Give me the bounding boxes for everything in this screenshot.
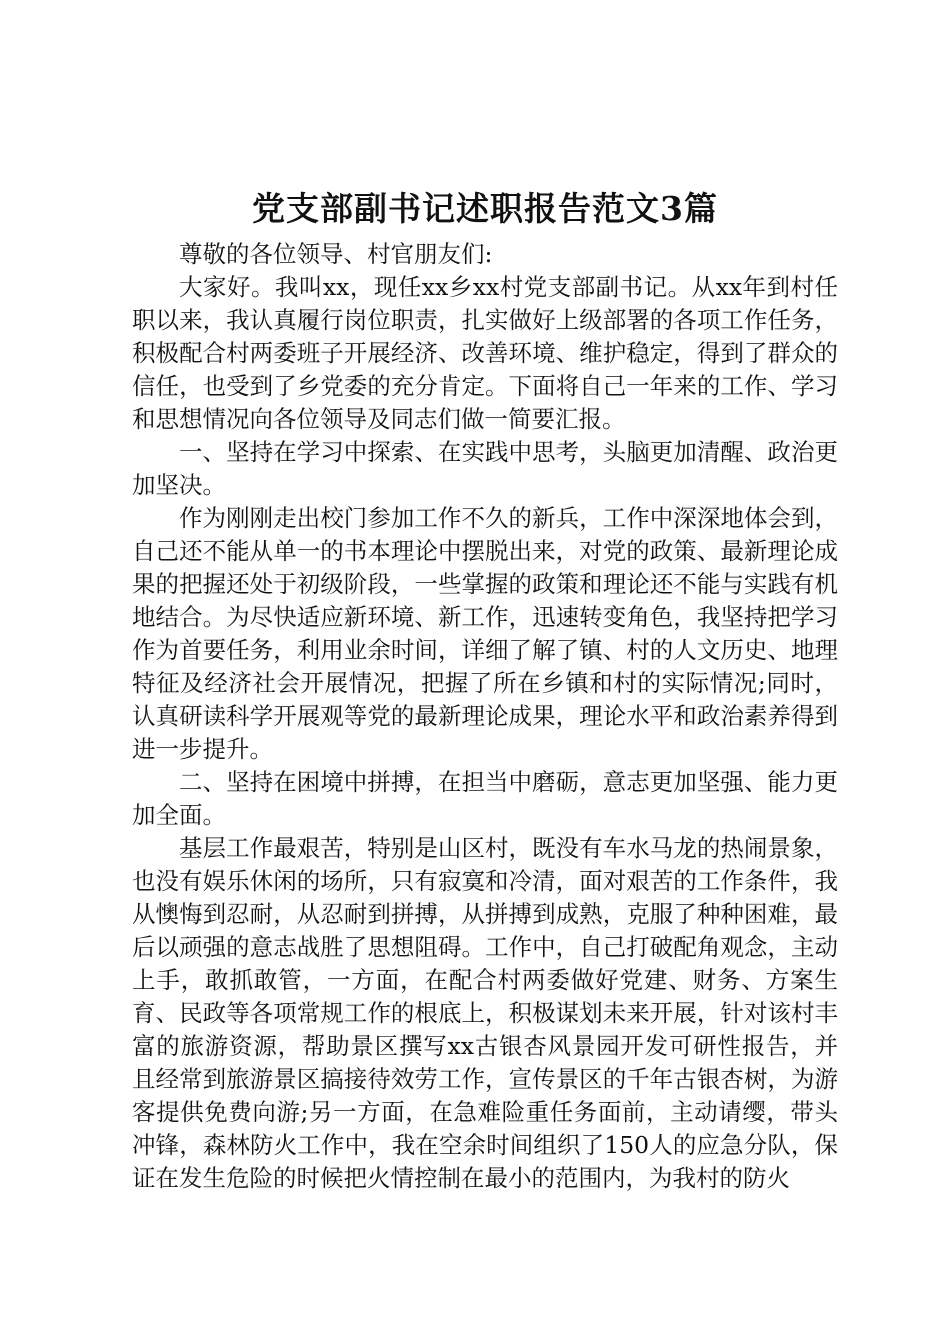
document-title: 党支部副书记述职报告范文3篇 [252,189,718,228]
body-paragraph: 作为刚刚走出校门参加工作不久的新兵，工作中深深地体会到，自己还不能从单一的书本理论中摆脱出来，对党的政策、最新理论成果的把握还处于初级阶段，一些掌握的政策和理论还不能与实践有机地结合。为尽快适应新环境、新工作，迅速转变角色，我坚持把学习作为首要任务，利用业余时间，详细了解了镇、村的人文历史、地理特征及经济社会开展情况，把握了所在乡镇和村的实际情况;同时，认真研读科学开展观等党的最新理论成果，理论水平和政治素养得到进一步提升。 [132,504,838,763]
section-heading-1: 一、坚持在学习中探索、在实践中思考，头脑更加清醒、政治更加坚决。 [132,438,838,499]
salutation: 尊敬的各位领导、村官朋友们: [179,240,493,268]
section-heading-2: 二、坚持在困境中拼搏，在担当中磨砺，意志更加坚强、能力更加全面。 [132,768,838,829]
document-page [132,186,838,1195]
intro-paragraph: 大家好。我叫xx，现任xx乡xx村党支部副书记。从xx年到村任职以来，我认真履行岗位职责，扎实做好上级部署的各项工作任务，积极配合村两委班子开展经济、改善环境、维护稳定，得到了群众的信任，也受到了乡党委的充分肯定。下面将自己一年来的工作、学习和思想情况向各位领导及同志们做一简要汇报。 [132,273,838,433]
body-paragraph: 基层工作最艰苦，特别是山区村，既没有车水马龙的热闹景象，也没有娱乐休闲的场所，只有寂寞和冷清，面对艰苦的工作条件，我从懊悔到忍耐，从忍耐到拼搏，从拼搏到成熟，克服了种种困难，最后以顽强的意志战胜了思想阻碍。工作中，自己打破配角观念，主动上手，敢抓敢管，一方面，在配合村两委做好党建、财务、方案生育、民政等各项常规工作的根底上，积极谋划未来开展，针对该村丰富的旅游资源，帮助景区撰写xx古银杏风景园开发可研性报告，并且经常到旅游景区搞接待效劳工作，宣传景区的千年古银杏树，为游客提供免费向游;另一方面，在急难险重任务面前，主动请缨，带头冲锋，森林防火工作中，我在空余时间组织了150人的应急分队，保证在发生危险的时候把火情控制在最小的范围内，为我村的防火 [132,834,838,1192]
